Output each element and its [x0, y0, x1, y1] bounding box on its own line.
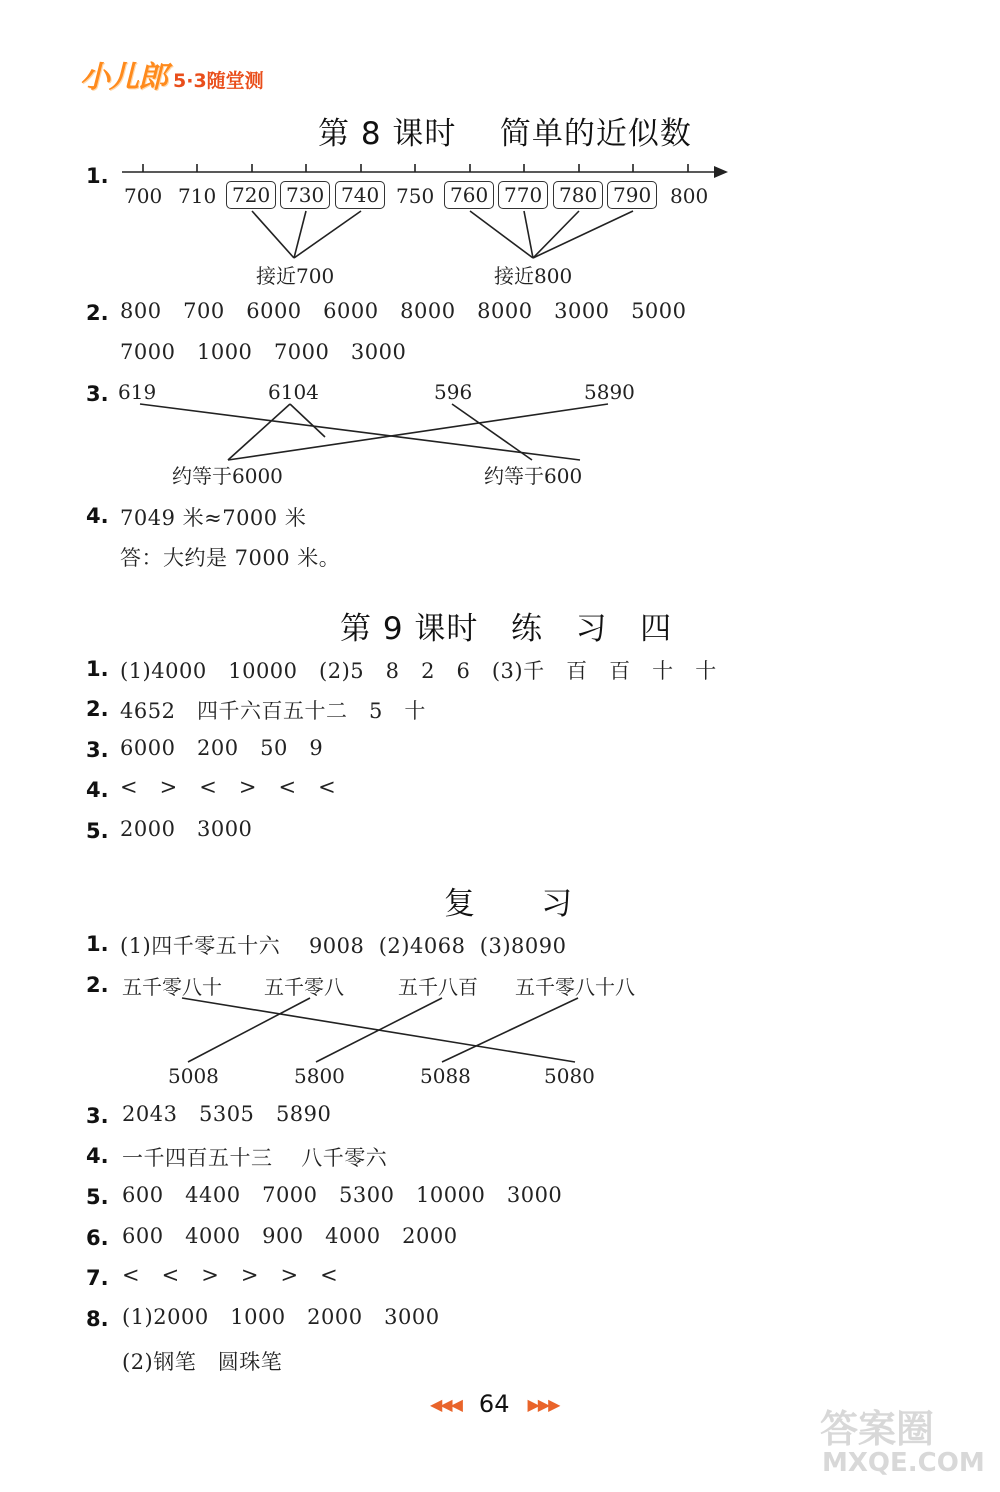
- r-q1-answer: (1)四千零五十六 9008 (2)4068 (3)8090: [120, 934, 567, 958]
- l9-q3-answer: 6000 200 50 9: [120, 736, 324, 760]
- r-q2-top: 五千零八十: [122, 975, 222, 999]
- l9-q4-number: 4.: [86, 778, 109, 802]
- r-q2-top: 五千零八: [264, 975, 344, 999]
- q2-answer-line2: 7000 1000 7000 3000: [120, 340, 407, 364]
- l9-q2-answer: 4652 四千六百五十二 5 十: [120, 699, 426, 723]
- r-q2-top: 五千八百: [398, 975, 478, 999]
- q3-bottom-about-6000: 约等于6000: [172, 464, 283, 488]
- link-596: [452, 404, 532, 460]
- logo-brand: 小儿郎: [80, 60, 167, 95]
- q4-number: 4.: [86, 504, 109, 528]
- q3-top-6104: 6104: [268, 380, 319, 404]
- number-line-arrow-icon: [714, 166, 728, 178]
- tick-label-boxed: 780: [553, 181, 603, 209]
- label-near-700: 接近700: [256, 264, 335, 288]
- r-q4-answer: 一千四百五十三 八千零六: [122, 1146, 388, 1170]
- link-760: [470, 211, 533, 258]
- watermark-url: MXQE.COM: [822, 1448, 985, 1478]
- lesson9-title: 第 9 课时 练 习 四: [340, 611, 673, 647]
- r-q2-bottom: 5080: [544, 1064, 595, 1088]
- l9-q1-number: 1.: [86, 657, 109, 681]
- r-q2-bottom: 5088: [420, 1064, 471, 1088]
- number-line-ticks: [143, 164, 688, 172]
- l9-q5-answer: 2000 3000: [120, 817, 253, 841]
- link-5890: [228, 404, 608, 460]
- tick-label-boxed: 730: [280, 181, 330, 209]
- r-q7-answer: < < > > > <: [122, 1263, 339, 1287]
- q2-number: 2.: [86, 301, 109, 325]
- r-q8-answer-line2: (2)钢笔 圆珠笔: [122, 1350, 283, 1374]
- review-title: 复 习: [444, 886, 574, 922]
- r-q4-number: 4.: [86, 1144, 109, 1168]
- link-720: [252, 211, 294, 258]
- page-number: 64: [478, 1390, 510, 1418]
- r-q5-answer: 600 4400 7000 5300 10000 3000: [122, 1183, 563, 1207]
- link-wuqianlingba: [188, 998, 310, 1062]
- tick-label: 700: [124, 184, 163, 208]
- tick-label-boxed: 760: [444, 181, 494, 209]
- r-q1-number: 1.: [86, 932, 109, 956]
- link-770: [524, 211, 533, 258]
- q3-top-596: 596: [434, 380, 473, 404]
- page-indicator: [430, 1390, 558, 1418]
- next-arrows-icon: ▶▶▶: [527, 1394, 559, 1414]
- tick-label-boxed: 720: [226, 181, 276, 209]
- r-q2-bottom: 5008: [168, 1064, 219, 1088]
- r-q3-answer: 2043 5305 5890: [122, 1102, 332, 1126]
- q3-top-5890: 5890: [584, 380, 635, 404]
- tick-label-boxed: 770: [498, 181, 548, 209]
- r-q2-bottom: 5800: [294, 1064, 345, 1088]
- tick-label: 710: [178, 184, 217, 208]
- tick-label-boxed: 740: [335, 181, 385, 209]
- q4-answer-line2: 答：大约是 7000 米。: [120, 546, 341, 570]
- label-near-800: 接近800: [494, 264, 573, 288]
- l9-q1-answer: (1)4000 10000 (2)5 8 2 6 (3)千 百 百 十 十: [120, 659, 717, 683]
- r-q8-answer-line1: (1)2000 1000 2000 3000: [122, 1305, 440, 1329]
- tick-label-boxed: 790: [607, 181, 657, 209]
- q3-number: 3.: [86, 382, 109, 406]
- link-6104-b: [290, 404, 325, 437]
- r-q6-answer: 600 4000 900 4000 2000: [122, 1224, 458, 1248]
- r-q7-number: 7.: [86, 1266, 109, 1290]
- q2-answer-line1: 800 700 6000 6000 8000 8000 3000 5000: [120, 299, 687, 323]
- r-q8-number: 8.: [86, 1307, 109, 1331]
- l9-q2-number: 2.: [86, 697, 109, 721]
- q4-answer-line1: 7049 米≈7000 米: [120, 506, 307, 530]
- link-619: [140, 404, 580, 460]
- r-q3-number: 3.: [86, 1104, 109, 1128]
- q3-top-619: 619: [118, 380, 157, 404]
- r-q5-number: 5.: [86, 1185, 109, 1209]
- logo-series: 5·3随堂测: [173, 70, 264, 92]
- r-q6-number: 6.: [86, 1226, 109, 1250]
- watermark-logo: 答案圈: [820, 1407, 935, 1451]
- l9-q4-answer: < > < > < <: [120, 775, 337, 799]
- l9-q3-number: 3.: [86, 738, 109, 762]
- link-wuqianlingbashiba: [442, 998, 578, 1062]
- r-q2-number: 2.: [86, 973, 109, 997]
- prev-arrows-icon: ◀◀◀: [430, 1394, 461, 1414]
- tick-label: 750: [396, 184, 435, 208]
- lesson8-title: 第 8 课时 简单的近似数: [318, 116, 692, 152]
- r-q2-top: 五千零八十八: [515, 975, 635, 999]
- link-790: [533, 211, 633, 258]
- tick-label: 800: [670, 184, 709, 208]
- q3-bottom-about-600: 约等于600: [484, 464, 583, 488]
- q1-number: 1.: [86, 164, 109, 188]
- link-wuqianbabai: [316, 998, 442, 1062]
- link-780: [533, 211, 579, 258]
- l9-q5-number: 5.: [86, 819, 109, 843]
